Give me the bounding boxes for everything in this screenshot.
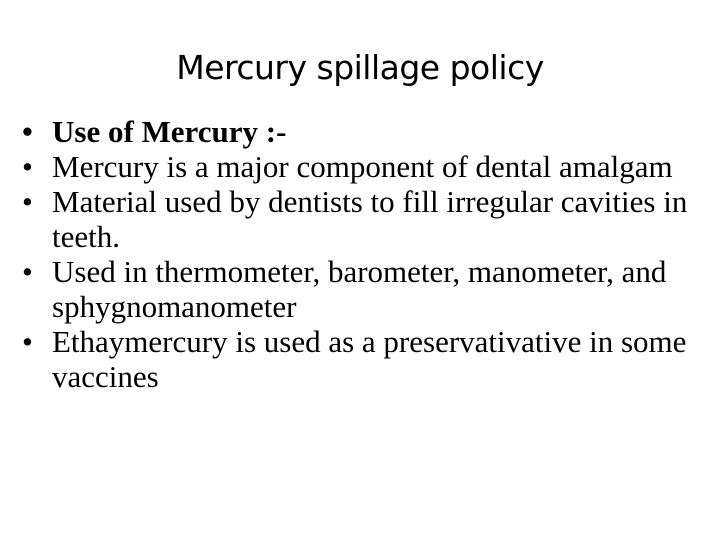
bullet-text: Use of Mercury :-	[52, 114, 287, 149]
bullet-list	[20, 114, 700, 394]
bullet-icon: •	[22, 184, 33, 219]
bullet-icon: •	[22, 324, 33, 359]
bullet-text: Material used by dentists to fill irregular cavities in teeth.	[52, 184, 688, 254]
bullet-item	[20, 114, 700, 149]
bullet-text: Used in thermometer, barometer, manometer, and sphygnomanometer	[52, 254, 667, 324]
bullet-item	[20, 184, 700, 254]
bullet-text: Ethaymercury is used as a preservativative in some vaccines	[52, 324, 687, 394]
bullet-text: Mercury is a major component of dental amalgam	[52, 149, 673, 184]
bullet-item	[20, 149, 700, 184]
bullet-item	[20, 324, 700, 394]
bullet-icon: •	[22, 149, 33, 184]
bullet-icon: •	[22, 254, 33, 289]
bullet-item	[20, 254, 700, 324]
bullet-icon: •	[22, 114, 33, 149]
slide-title: Mercury spillage policy	[176, 48, 544, 87]
